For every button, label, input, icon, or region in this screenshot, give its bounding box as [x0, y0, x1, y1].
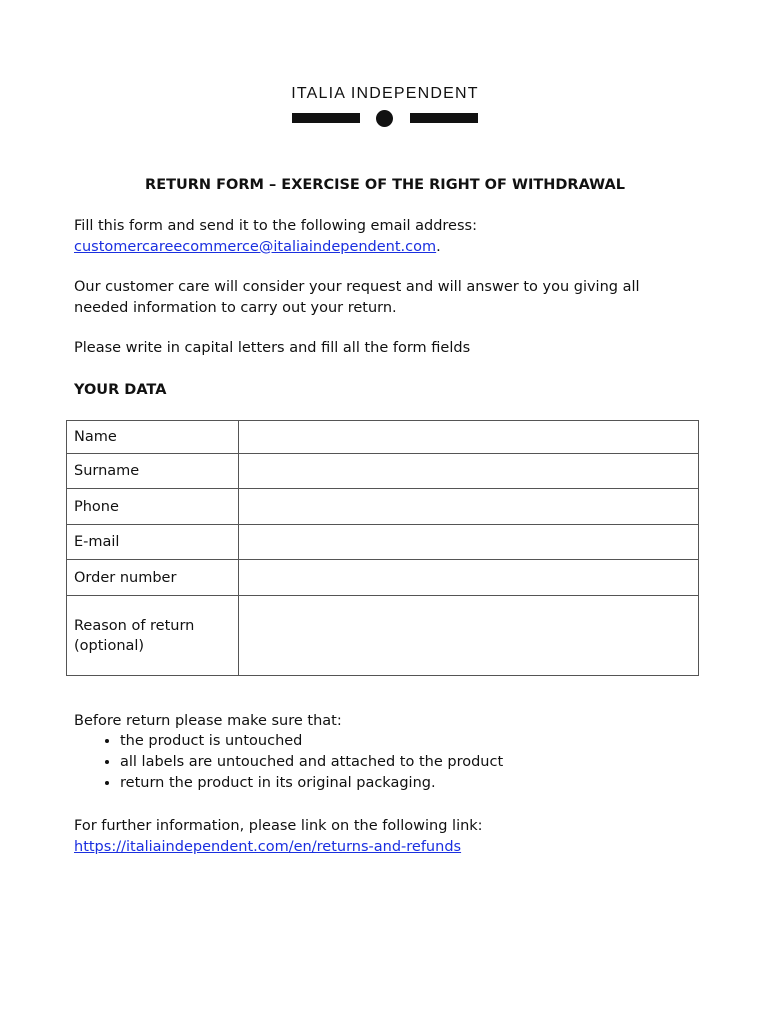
your-data-table	[66, 420, 699, 676]
reason-cell	[239, 596, 699, 676]
intro-email-suffix: .	[436, 238, 441, 255]
customer-care-paragraph: Our customer care will consider your request and will answer to you giving all needed information to carry out your return.	[74, 279, 640, 316]
list-item: • all labels are untouched and attached to the product	[120, 752, 503, 773]
field-label-phone: Phone	[67, 489, 239, 525]
name-field[interactable]	[239, 421, 698, 453]
table-row	[67, 489, 699, 525]
brand-logo	[0, 84, 770, 104]
order-number-field[interactable]	[239, 560, 698, 595]
table-row	[67, 421, 699, 454]
list-item: • return the product in its original packaging.	[120, 773, 503, 794]
intro-text: Fill this form and send it to the following email address:	[74, 218, 477, 234]
table-row	[67, 596, 699, 676]
surname-field[interactable]	[239, 454, 698, 488]
email-cell	[239, 525, 699, 560]
page-title: RETURN FORM – EXERCISE OF THE RIGHT OF WITHDRAWAL	[145, 177, 625, 193]
surname-cell	[239, 454, 699, 489]
phone-field[interactable]	[239, 489, 698, 524]
before-return-heading: Before return please make sure that:	[74, 713, 342, 729]
intro-paragraph	[74, 216, 684, 257]
field-label-name: Name	[67, 421, 239, 454]
email-field[interactable]	[239, 525, 698, 559]
field-label-reason: Reason of return (optional)	[67, 596, 239, 676]
before-return-list	[74, 731, 503, 794]
logo-bar-right	[410, 113, 478, 123]
order-number-cell	[239, 560, 699, 596]
table-row	[67, 454, 699, 489]
logo-mark-icon	[292, 110, 478, 126]
phone-cell	[239, 489, 699, 525]
support-email-link[interactable]: customercareecommerce@italiaindependent.com	[74, 238, 437, 255]
name-cell	[239, 421, 699, 454]
further-info-paragraph	[74, 816, 684, 857]
field-label-surname: Surname	[67, 454, 239, 489]
your-data-heading: YOUR DATA	[74, 382, 167, 398]
logo-text: ITALIA INDEPENDENT	[291, 85, 479, 102]
logo-dot	[376, 110, 393, 127]
field-label-order-number: Order number	[67, 560, 239, 596]
returns-refunds-link[interactable]: https://italiaindependent.com/en/returns-and-refunds	[74, 838, 462, 855]
reason-of-return-field[interactable]	[239, 598, 698, 674]
table-row	[67, 525, 699, 560]
field-label-email: E-mail	[67, 525, 239, 560]
logo-bar-left	[292, 113, 360, 123]
list-item: • the product is untouched	[120, 731, 503, 752]
table-row	[67, 560, 699, 596]
further-info-text: For further information, please link on the following link:	[74, 818, 483, 834]
instructions-paragraph: Please write in capital letters and fill all the form fields	[74, 340, 471, 356]
